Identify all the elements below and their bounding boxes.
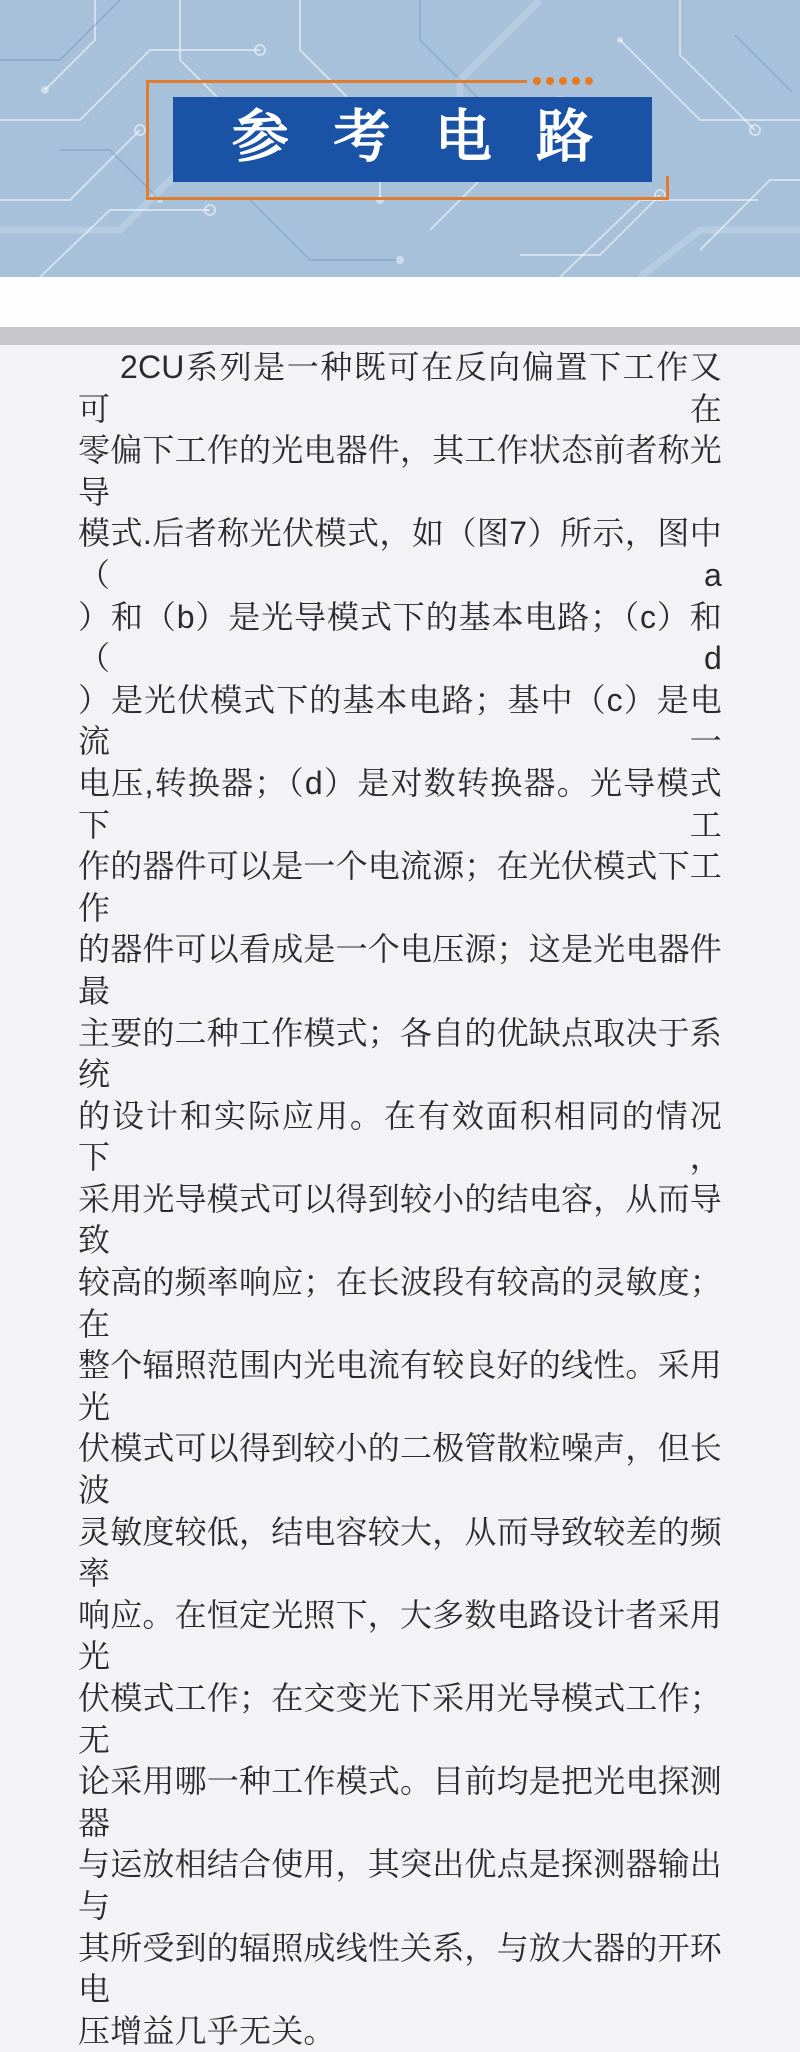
article-line: 与运放相结合使用，其突出优点是探测器输出与: [78, 1846, 723, 1924]
article-line: 2CU系列是一种既可在反向偏置下工作又可在: [78, 349, 722, 427]
dot-icon: [585, 77, 593, 85]
article-line: 伏模式工作；在交变光下采用光导模式工作；无: [78, 1680, 723, 1758]
title-panel: [173, 97, 652, 182]
dot-icon: [533, 77, 541, 85]
page-title: 参考电路: [231, 105, 638, 169]
article-line: 较高的频率响应；在长波段有较高的灵敏度；在: [78, 1264, 723, 1342]
article-line: 整个辐照范围内光电流有较良好的线性。采用光: [78, 1347, 723, 1425]
accent-frame-bottom: [146, 197, 669, 200]
article-line: 灵敏度较低，结电容较大，从而导致较差的频率: [78, 1513, 723, 1592]
article-line: 采用光导模式可以得到较小的结电容，从而导致: [78, 1180, 723, 1259]
divider-white-band: [0, 277, 800, 327]
accent-frame-left: [146, 80, 149, 200]
article-line: 作的器件可以是一个电流源；在光伏模式下工作: [78, 848, 723, 926]
article-section: [0, 345, 800, 2052]
article-line: 的设计和实际应用。在有效面积相同的情况下，: [78, 1097, 722, 1176]
article-line: 零偏下工作的光电器件，其工作状态前者称光导: [78, 432, 723, 510]
dot-icon: [559, 77, 567, 85]
dot-icon: [572, 77, 580, 85]
article-line: 压增益几乎无关。: [78, 2012, 336, 2049]
hero-section: [0, 0, 800, 277]
article-line: 主要的二种工作模式；各自的优缺点取决于系统: [78, 1014, 723, 1093]
accent-frame-top: [146, 80, 527, 83]
article-line: ）是光伏模式下的基本电路；基中（c）是电流一: [78, 681, 722, 760]
divider-gray-band: [0, 327, 800, 345]
article-line: ）和（b）是光导模式下的基本电路；（c）和（d: [78, 598, 722, 677]
dot-icon: [546, 77, 554, 85]
article-line: 模式.后者称光伏模式，如（图7）所示，图中（a: [78, 515, 722, 593]
accent-dots: [533, 77, 593, 85]
article-line: 的器件可以看成是一个电压源；这是光电器件最: [78, 931, 723, 1009]
article-line: 其所受到的辐照成线性关系，与放大器的开环电: [78, 1929, 723, 2008]
article-line: 响应。在恒定光照下，大多数电路设计者采用光: [78, 1596, 723, 1675]
article-line: 论采用哪一种工作模式。目前均是把光电探测器: [78, 1763, 723, 1841]
article-line: 电压,转换器；（d）是对数转换器。光导模式下工: [78, 764, 722, 843]
accent-frame-right: [666, 176, 669, 200]
article-line: 伏模式可以得到较小的二极管散粒噪声，但长波: [78, 1430, 723, 1509]
